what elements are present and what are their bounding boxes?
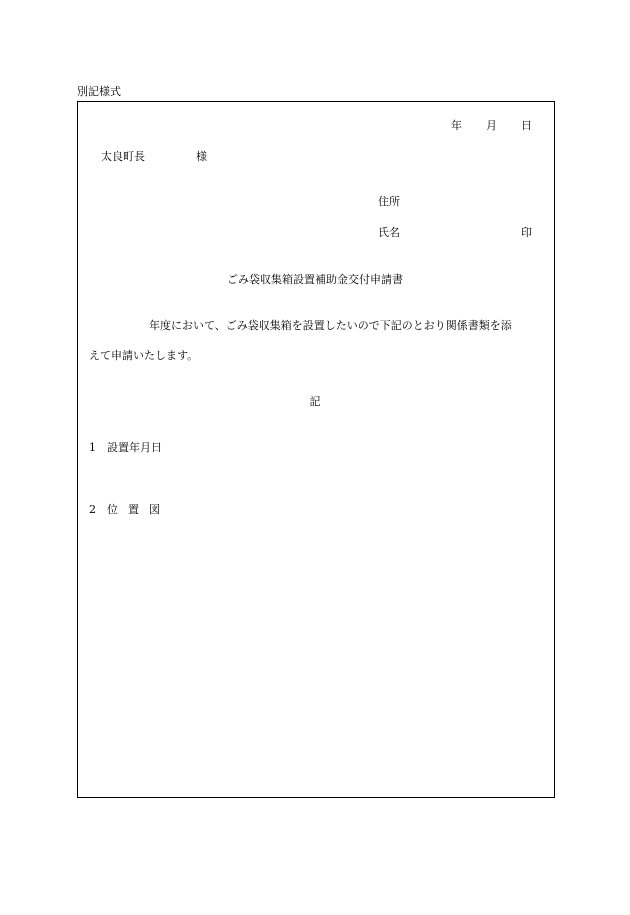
list-item (89, 504, 170, 515)
document-title: ごみ袋収集箱設置補助金交付申請書 (227, 273, 403, 286)
seal-mark: 印 (521, 226, 532, 239)
item-number: 1 (89, 441, 96, 454)
item-label-install-date: 設置年月日 (107, 441, 162, 454)
form-label: 別記様式 (77, 85, 121, 98)
date-year-label: 年 (451, 119, 462, 132)
address-label: 住所 (378, 195, 400, 208)
name-label: 氏名 (378, 226, 400, 239)
list-item (89, 442, 162, 453)
ki-heading: 記 (309, 395, 321, 408)
addressee-honorific: 様 (196, 150, 207, 163)
body-text-line-1: 年度において、ごみ袋収集箱を設置したいので下記のとおり関係書類を添 (149, 319, 512, 332)
body-text-line-2: えて申請いたします。 (89, 349, 199, 362)
item-label-location-map: 位置図 (107, 503, 170, 516)
date-day-label: 日 (521, 119, 532, 132)
item-number: 2 (89, 503, 96, 516)
date-month-label: 月 (486, 119, 497, 132)
addressee-title: 太良町長 (101, 150, 145, 163)
